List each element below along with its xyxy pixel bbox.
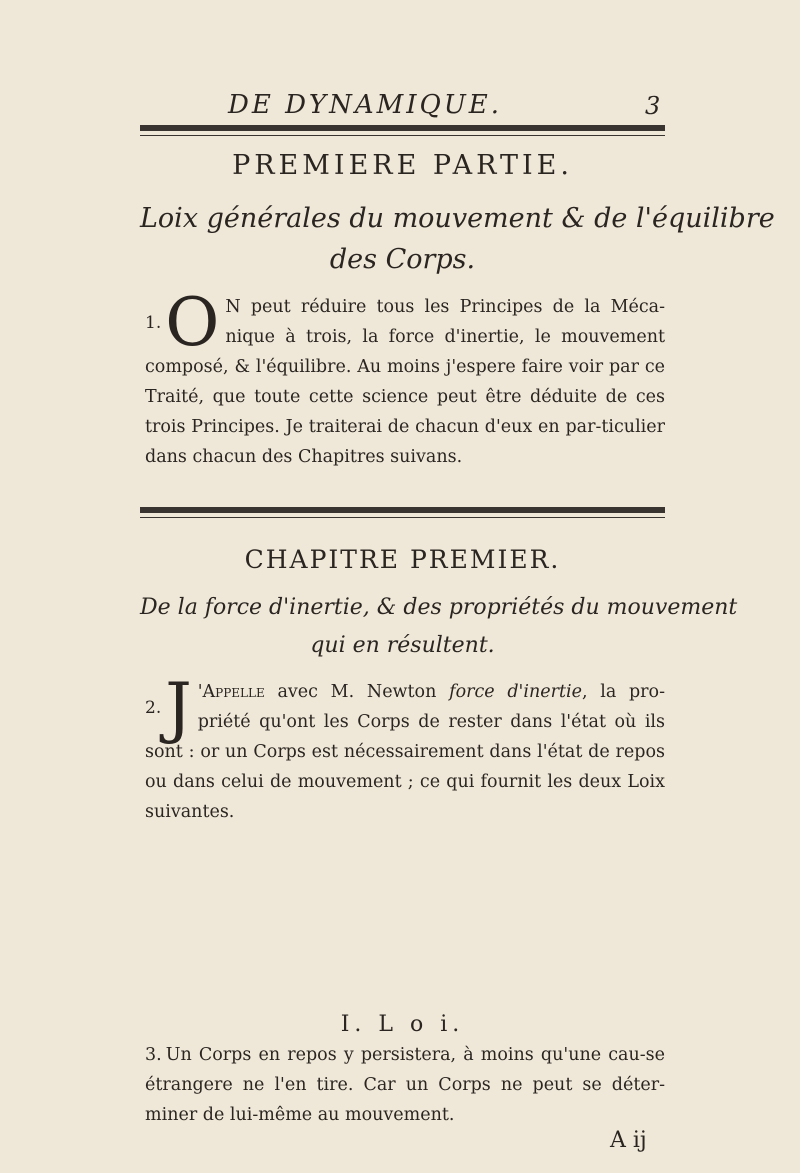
paragraph-term: force d'inertie xyxy=(449,682,582,702)
chapter-subtitle-line2: qui en résultent. xyxy=(310,633,495,658)
paragraph-number: 2. xyxy=(145,698,162,718)
page-number: 3 xyxy=(645,92,661,120)
paragraph-3 xyxy=(145,1040,665,1130)
law-heading: I. L o i. xyxy=(340,1012,465,1037)
running-title: DE DYNAMIQUE. xyxy=(228,90,502,120)
paragraph-text: N peut réduire tous les Principes de la Méca-nique à trois, la force d'inertie, le mouvement composé, & l'équilibre. Au moins j'espere faire voir par ce Traité, que toute cette science peut être déduite de ces trois Principes. Je traiterai de chacun d'eux en par-ticulier dans chacun des Chapitres suivans. xyxy=(145,297,665,467)
paragraph-number: 1. xyxy=(145,313,162,333)
chapter-title: CHAPITRE PREMIER. xyxy=(244,545,561,574)
ornament-rule-mid-thin xyxy=(140,517,665,518)
ornament-rule-top xyxy=(140,125,665,131)
ornament-rule-mid xyxy=(140,507,665,513)
part-title: PREMIERE PARTIE. xyxy=(232,150,573,181)
paragraph-lead: 'Appelle xyxy=(197,682,265,702)
paragraph-1 xyxy=(145,284,665,472)
paragraph-text-b: , la pro-priété qu'ont les Corps de rester dans l'état où ils sont : or un Corps est nécessairement dans l'état de repos ou dans celui de mouvement ; ce qui fournit les deux Loix suivantes. xyxy=(145,682,665,822)
part-subtitle-line1: Loix générales du mouvement & de l'équilibre xyxy=(140,203,775,234)
dropcap-j: $^{2.}$J xyxy=(145,669,192,746)
paragraph-2 xyxy=(145,669,665,827)
paragraph-text-a: avec M. Newton xyxy=(264,682,450,702)
chapter-subtitle-line1: De la force d'inertie, & des propriétés du mouvement xyxy=(140,595,738,620)
paragraph-text: Un Corps en repos y persistera, à moins qu'une cau-se étrangere ne l'en tire. Car un Corps ne peut se déter-miner de lui-même au mouvement. xyxy=(145,1045,665,1125)
signature-mark: A ij xyxy=(610,1128,647,1153)
ornament-rule-top-thin xyxy=(140,135,665,136)
part-subtitle-line2: des Corps. xyxy=(329,244,476,275)
paragraph-number: 3. xyxy=(145,1045,162,1065)
dropcap-o: $^{1.}$O xyxy=(145,284,220,361)
